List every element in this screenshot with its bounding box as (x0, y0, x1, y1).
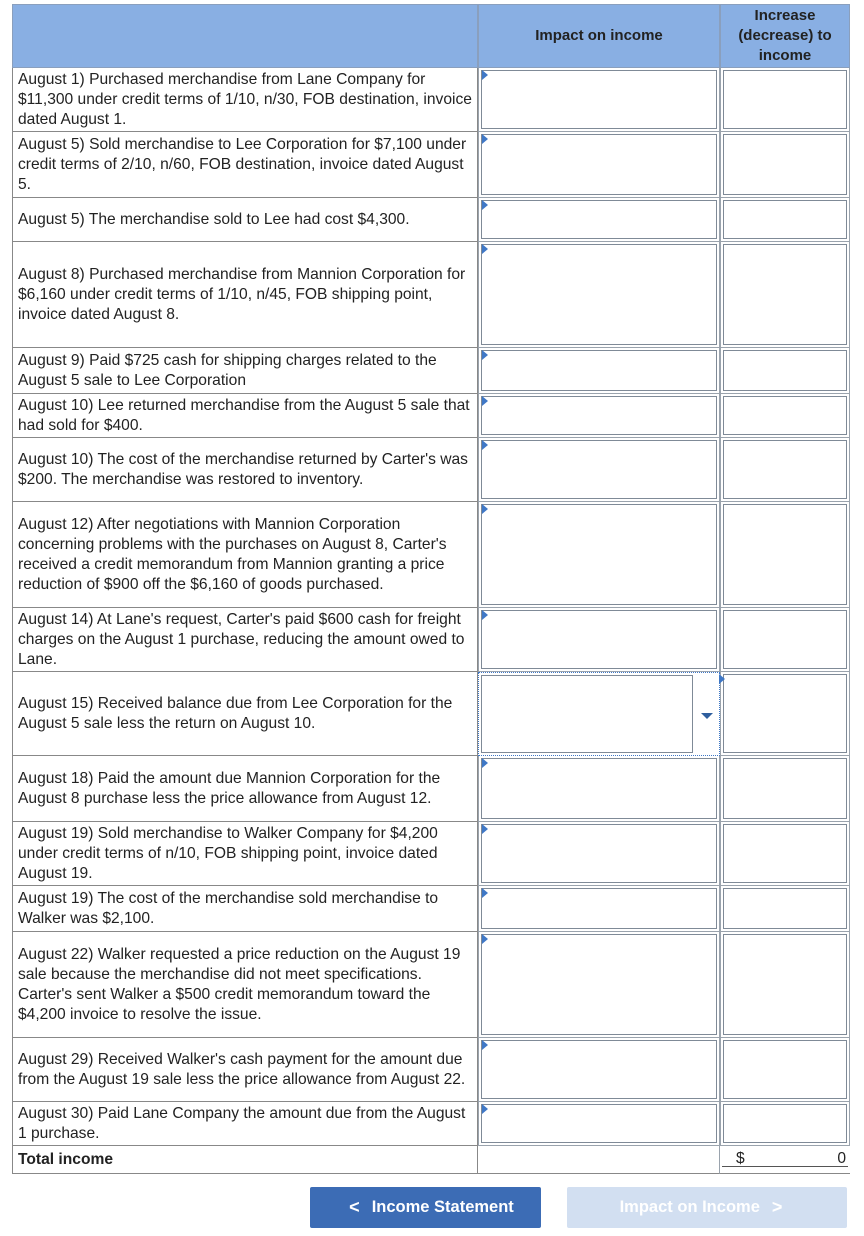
dropdown-marker-icon (482, 1040, 488, 1050)
total-label (12, 1146, 478, 1174)
amount-input-cell[interactable] (720, 886, 850, 932)
amount-input[interactable] (723, 674, 847, 753)
table-row (12, 198, 850, 242)
table-row (12, 1038, 850, 1102)
row-description (12, 198, 478, 242)
row-description (12, 68, 478, 132)
header-description (12, 4, 478, 68)
table-row (12, 608, 850, 672)
row-description-text: August 30) Paid Lane Company the amount due from the August 1 purchase. (18, 1104, 466, 1142)
impact-select-cell[interactable] (478, 932, 720, 1038)
amount-input-cell[interactable] (720, 394, 850, 438)
amount-input[interactable] (723, 504, 847, 605)
row-description-text: August 10) Lee returned merchandise from the August 5 sale that had sold for $400. (18, 396, 470, 434)
table-row (12, 672, 850, 756)
impact-select[interactable] (481, 888, 717, 929)
row-description-text: August 10) The cost of the merchandise returned by Carter's was $200. The merchandise was restored to inventory. (18, 450, 468, 488)
amount-input[interactable] (723, 934, 847, 1035)
row-description-text: August 1) Purchased merchandise from Lane Company for $11,300 under credit terms of 1/10, n/30, FOB destination, invoice dated August 1. (18, 70, 472, 128)
amount-input-cell[interactable] (720, 348, 850, 394)
impact-select-cell[interactable] (478, 438, 720, 502)
row-description-text: August 8) Purchased merchandise from Mannion Corporation for $6,160 under credit terms of 1/10, n/45, FOB shipping point, invoice dated August 8. (18, 265, 466, 323)
amount-input-cell[interactable] (720, 68, 850, 132)
row-description-text: August 18) Paid the amount due Mannion Corporation for the August 8 purchase less the price allowance from August 12. (18, 769, 441, 807)
chevron-down-icon[interactable] (701, 713, 713, 719)
amount-input[interactable] (723, 396, 847, 435)
impact-select-cell[interactable] (478, 242, 720, 348)
impact-select[interactable] (481, 610, 717, 669)
table-row (12, 438, 850, 502)
row-description (12, 132, 478, 198)
amount-input[interactable] (723, 1040, 847, 1099)
impact-select-cell-focused[interactable] (478, 672, 720, 756)
dropdown-marker-icon (482, 824, 488, 834)
row-description-text: August 5) The merchandise sold to Lee had cost $4,300. (18, 210, 410, 228)
chevron-right-icon: > (771, 1197, 783, 1217)
header-impact-on-income: Impact on income (478, 4, 720, 68)
amount-input[interactable] (723, 70, 847, 129)
amount-input-cell[interactable] (720, 756, 850, 822)
row-description (12, 1038, 478, 1102)
amount-input-cell[interactable] (720, 1038, 850, 1102)
impact-select-cell[interactable] (478, 132, 720, 198)
dropdown-marker-icon (482, 440, 488, 450)
row-description (12, 1102, 478, 1146)
dropdown-marker-icon (482, 934, 488, 944)
dropdown-marker-icon (482, 70, 488, 80)
total-impact-cell (478, 1146, 720, 1174)
impact-on-income-label: Impact on Income (619, 1198, 760, 1216)
total-label-text: Total income (18, 1150, 114, 1168)
amount-input-cell[interactable] (720, 822, 850, 886)
dropdown-marker-icon (482, 396, 488, 406)
impact-select-cell[interactable] (478, 348, 720, 394)
table-row (12, 502, 850, 608)
impact-select[interactable] (481, 244, 717, 345)
row-description (12, 242, 478, 348)
row-description-text: August 19) The cost of the merchandise sold merchandise to Walker was $2,100. (18, 889, 439, 927)
total-value: 0 (837, 1150, 846, 1167)
impact-select[interactable] (481, 1104, 717, 1143)
amount-input[interactable] (723, 134, 847, 195)
impact-select[interactable] (481, 440, 717, 499)
impact-select[interactable] (481, 350, 717, 391)
row-description-text: August 5) Sold merchandise to Lee Corporation for $7,100 under credit terms of 2/10, n/60, FOB destination, invoice dated August 5. (18, 135, 467, 193)
impact-select[interactable] (481, 824, 717, 883)
row-description (12, 756, 478, 822)
dropdown-marker-icon (719, 674, 725, 684)
impact-select[interactable] (481, 675, 693, 753)
impact-select-cell[interactable] (478, 822, 720, 886)
impact-select[interactable] (481, 70, 717, 129)
row-description (12, 886, 478, 932)
amount-input-cell[interactable] (720, 932, 850, 1038)
dropdown-marker-icon (482, 134, 488, 144)
amount-input[interactable] (723, 200, 847, 239)
total-underline (722, 1166, 848, 1167)
table-row (12, 932, 850, 1038)
dropdown-marker-icon (482, 888, 488, 898)
table-row (12, 822, 850, 886)
amount-input[interactable] (723, 244, 847, 345)
table-row (12, 68, 850, 132)
impact-select-cell[interactable] (478, 886, 720, 932)
impact-select-cell[interactable] (478, 198, 720, 242)
impact-select[interactable] (481, 200, 717, 239)
dropdown-marker-icon (482, 1104, 488, 1114)
amount-input[interactable] (723, 888, 847, 929)
row-description-text: August 12) After negotiations with Mannion Corporation concerning problems with the purchases on August 8, Carter's received a credit memorandum from Mannion granting a price reduction of $900 off the $6,160 of goods purchased. (18, 515, 447, 593)
impact-select-cell[interactable] (478, 608, 720, 672)
impact-select[interactable] (481, 758, 717, 819)
impact-select-cell[interactable] (478, 502, 720, 608)
table-row (12, 348, 850, 394)
impact-select[interactable] (481, 1040, 717, 1099)
amount-input-cell[interactable] (720, 502, 850, 608)
income-statement-button[interactable] (310, 1187, 541, 1228)
amount-input-cell[interactable] (720, 608, 850, 672)
amount-input[interactable] (723, 440, 847, 499)
total-row (12, 1146, 850, 1174)
header-increase-decrease: Increase (decrease) to income (720, 4, 850, 68)
impact-select-cell[interactable] (478, 756, 720, 822)
row-description-text: August 14) At Lane's request, Carter's paid $600 cash for freight charges on the August 1 purchase, reducing the amount owed to Lane. (18, 610, 465, 668)
impact-select-cell[interactable] (478, 1102, 720, 1146)
total-value-cell (720, 1146, 850, 1174)
row-description (12, 348, 478, 394)
row-description-text: August 15) Received balance due from Lee Corporation for the August 5 sale less the return on August 10. (18, 694, 453, 732)
impact-select-cell[interactable] (478, 1038, 720, 1102)
amount-input-cell[interactable] (720, 438, 850, 502)
amount-input-cell[interactable] (720, 672, 850, 756)
row-description-text: August 9) Paid $725 cash for shipping charges related to the August 5 sale to Lee Corporation (18, 351, 437, 389)
table-row (12, 132, 850, 198)
row-description (12, 438, 478, 502)
row-description-text: August 19) Sold merchandise to Walker Company for $4,200 under credit terms of n/10, FOB shipping point, invoice dated August 19. (18, 824, 438, 882)
impact-on-income-button[interactable] (567, 1187, 847, 1228)
amount-input[interactable] (723, 1104, 847, 1143)
currency-symbol: $ (736, 1150, 745, 1167)
row-description-text: August 29) Received Walker's cash payment for the amount due from the August 19 sale less the price allowance from August 22. (18, 1050, 466, 1088)
amount-input[interactable] (723, 350, 847, 391)
amount-input[interactable] (723, 758, 847, 819)
row-description (12, 608, 478, 672)
table-header (12, 4, 850, 68)
amount-input-cell[interactable] (720, 198, 850, 242)
impact-select[interactable] (481, 134, 717, 195)
amount-input[interactable] (723, 610, 847, 669)
dropdown-marker-icon (482, 350, 488, 360)
impact-select-cell[interactable] (478, 68, 720, 132)
table-row (12, 886, 850, 932)
row-description (12, 822, 478, 886)
amount-input[interactable] (723, 824, 847, 883)
row-description-text: August 22) Walker requested a price reduction on the August 19 sale because the merchandise did not meet specifications. Carter's sent Walker a $500 credit memorandum toward the $4,200 invoice to resolve the issue. (18, 945, 461, 1023)
chevron-left-icon: < (349, 1197, 360, 1217)
row-description (12, 932, 478, 1038)
table-row (12, 242, 850, 348)
amount-input-cell[interactable] (720, 132, 850, 198)
table-row (12, 756, 850, 822)
impact-select[interactable] (481, 504, 717, 605)
table-row (12, 394, 850, 438)
dropdown-marker-icon (482, 504, 488, 514)
dropdown-marker-icon (482, 610, 488, 620)
dropdown-marker-icon (482, 758, 488, 768)
table-row (12, 1102, 850, 1146)
dropdown-marker-icon (482, 200, 488, 210)
row-description (12, 394, 478, 438)
row-description (12, 672, 478, 756)
impact-select[interactable] (481, 934, 717, 1035)
impact-select[interactable] (481, 396, 717, 435)
income-statement-label: Income Statement (371, 1198, 514, 1216)
dropdown-marker-icon (482, 244, 488, 254)
amount-input-cell[interactable] (720, 242, 850, 348)
amount-input-cell[interactable] (720, 1102, 850, 1146)
row-description (12, 502, 478, 608)
impact-select-cell[interactable] (478, 394, 720, 438)
